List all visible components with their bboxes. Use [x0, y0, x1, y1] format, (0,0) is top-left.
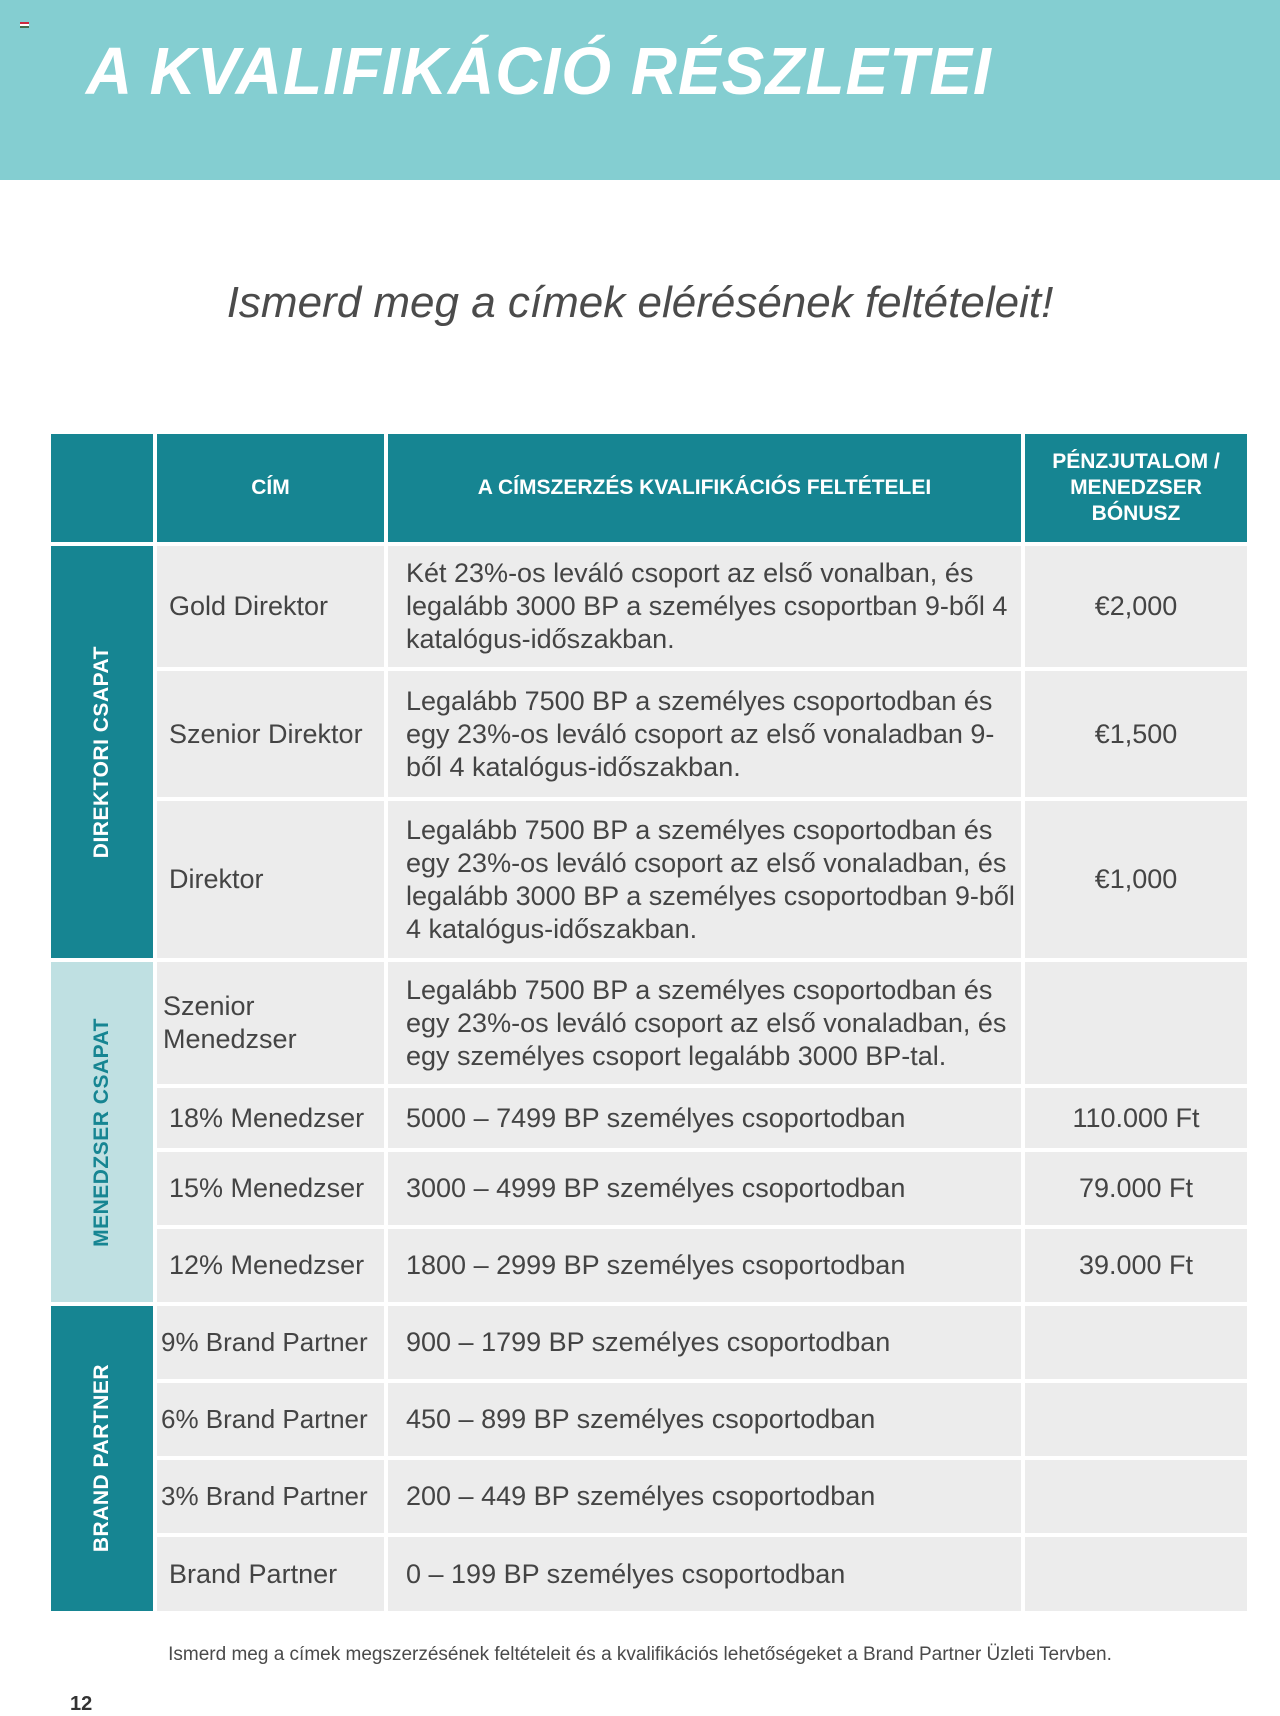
row-condition: 450 – 899 BP személyes csoportodban [388, 1383, 1021, 1456]
row-title: 6% Brand Partner [157, 1383, 384, 1456]
row-title: Brand Partner [157, 1537, 384, 1611]
group-label-manager [51, 962, 153, 1302]
row-title: Szenior Menedzser [157, 962, 384, 1084]
row-bonus: 110.000 Ft [1025, 1088, 1247, 1148]
page-subtitle: Ismerd meg a címek elérésének feltételeit! [226, 278, 1054, 327]
row-bonus [1025, 1460, 1247, 1533]
row-condition: 900 – 1799 BP személyes csoportodban [388, 1306, 1021, 1379]
column-header-conditions: A CÍMSZERZÉS KVALIFIKÁCIÓS FELTÉTELEI [388, 434, 1021, 542]
row-condition: Legalább 7500 BP a személyes csoportodban és egy 23%-os leváló csoport az első vonaladban, és egy személyes csoport legalább 3000 BP-tal. [388, 962, 1021, 1084]
row-title: Direktor [157, 801, 384, 958]
row-bonus: €1,000 [1025, 801, 1247, 958]
row-title: Gold Direktor [157, 546, 384, 667]
column-header-title: CÍM [157, 434, 384, 542]
group-label-manager-text: MENEDZSER CSAPAT [90, 1017, 113, 1247]
header-banner [0, 0, 1280, 180]
row-condition: 5000 – 7499 BP személyes csoportodban [388, 1088, 1021, 1148]
row-condition: 200 – 449 BP személyes csoportodban [388, 1460, 1021, 1533]
row-bonus [1025, 1537, 1247, 1611]
row-bonus [1025, 1383, 1247, 1456]
group-label-brand-partner [51, 1306, 153, 1611]
column-header-bonus: PÉNZJUTALOM / MENEDZSER BÓNUSZ [1025, 434, 1247, 542]
row-bonus [1025, 1306, 1247, 1379]
group-label-brand-partner-text: BRAND PARTNER [90, 1364, 113, 1553]
row-bonus: €2,000 [1025, 546, 1247, 667]
header-corner [51, 434, 153, 542]
qualification-table [51, 434, 1243, 1611]
footer-note: Ismerd meg a címek megszerzésének feltételeit és a kvalifikációs lehetőségeket a Brand Partner Üzleti Tervben. [168, 1644, 1112, 1665]
group-label-director [51, 546, 153, 958]
row-condition: Legalább 7500 BP a személyes csoportodban és egy 23%-os leváló csoport az első vonaladban, és legalább 3000 BP a személyes csoportodban 9-ből 4 katalógus-időszakban. [388, 801, 1021, 958]
row-bonus: 79.000 Ft [1025, 1152, 1247, 1225]
row-title: 3% Brand Partner [157, 1460, 384, 1533]
page-title: A KVALIFIKÁCIÓ RÉSZLETEI [86, 33, 992, 109]
flag-icon [20, 22, 29, 28]
row-title: 15% Menedzser [157, 1152, 384, 1225]
row-condition: 0 – 199 BP személyes csoportodban [388, 1537, 1021, 1611]
row-bonus: 39.000 Ft [1025, 1229, 1247, 1302]
row-bonus: €1,500 [1025, 671, 1247, 797]
row-condition: Két 23%-os leváló csoport az első vonalban, és legalább 3000 BP a személyes csoportban 9-ből 4 katalógus-időszakban. [388, 546, 1021, 667]
row-condition: 1800 – 2999 BP személyes csoportodban [388, 1229, 1021, 1302]
row-condition: 3000 – 4999 BP személyes csoportodban [388, 1152, 1021, 1225]
group-label-director-text: DIREKTORI CSAPAT [90, 645, 113, 859]
row-title: Szenior Direktor [157, 671, 384, 797]
row-title: 9% Brand Partner [157, 1306, 384, 1379]
row-title: 18% Menedzser [157, 1088, 384, 1148]
page-number: 12 [70, 1693, 93, 1715]
row-condition: Legalább 7500 BP a személyes csoportodban és egy 23%-os leváló csoport az első vonaladban 9-ből 4 katalógus-időszakban. [388, 671, 1021, 797]
row-title: 12% Menedzser [157, 1229, 384, 1302]
row-bonus [1025, 962, 1247, 1084]
